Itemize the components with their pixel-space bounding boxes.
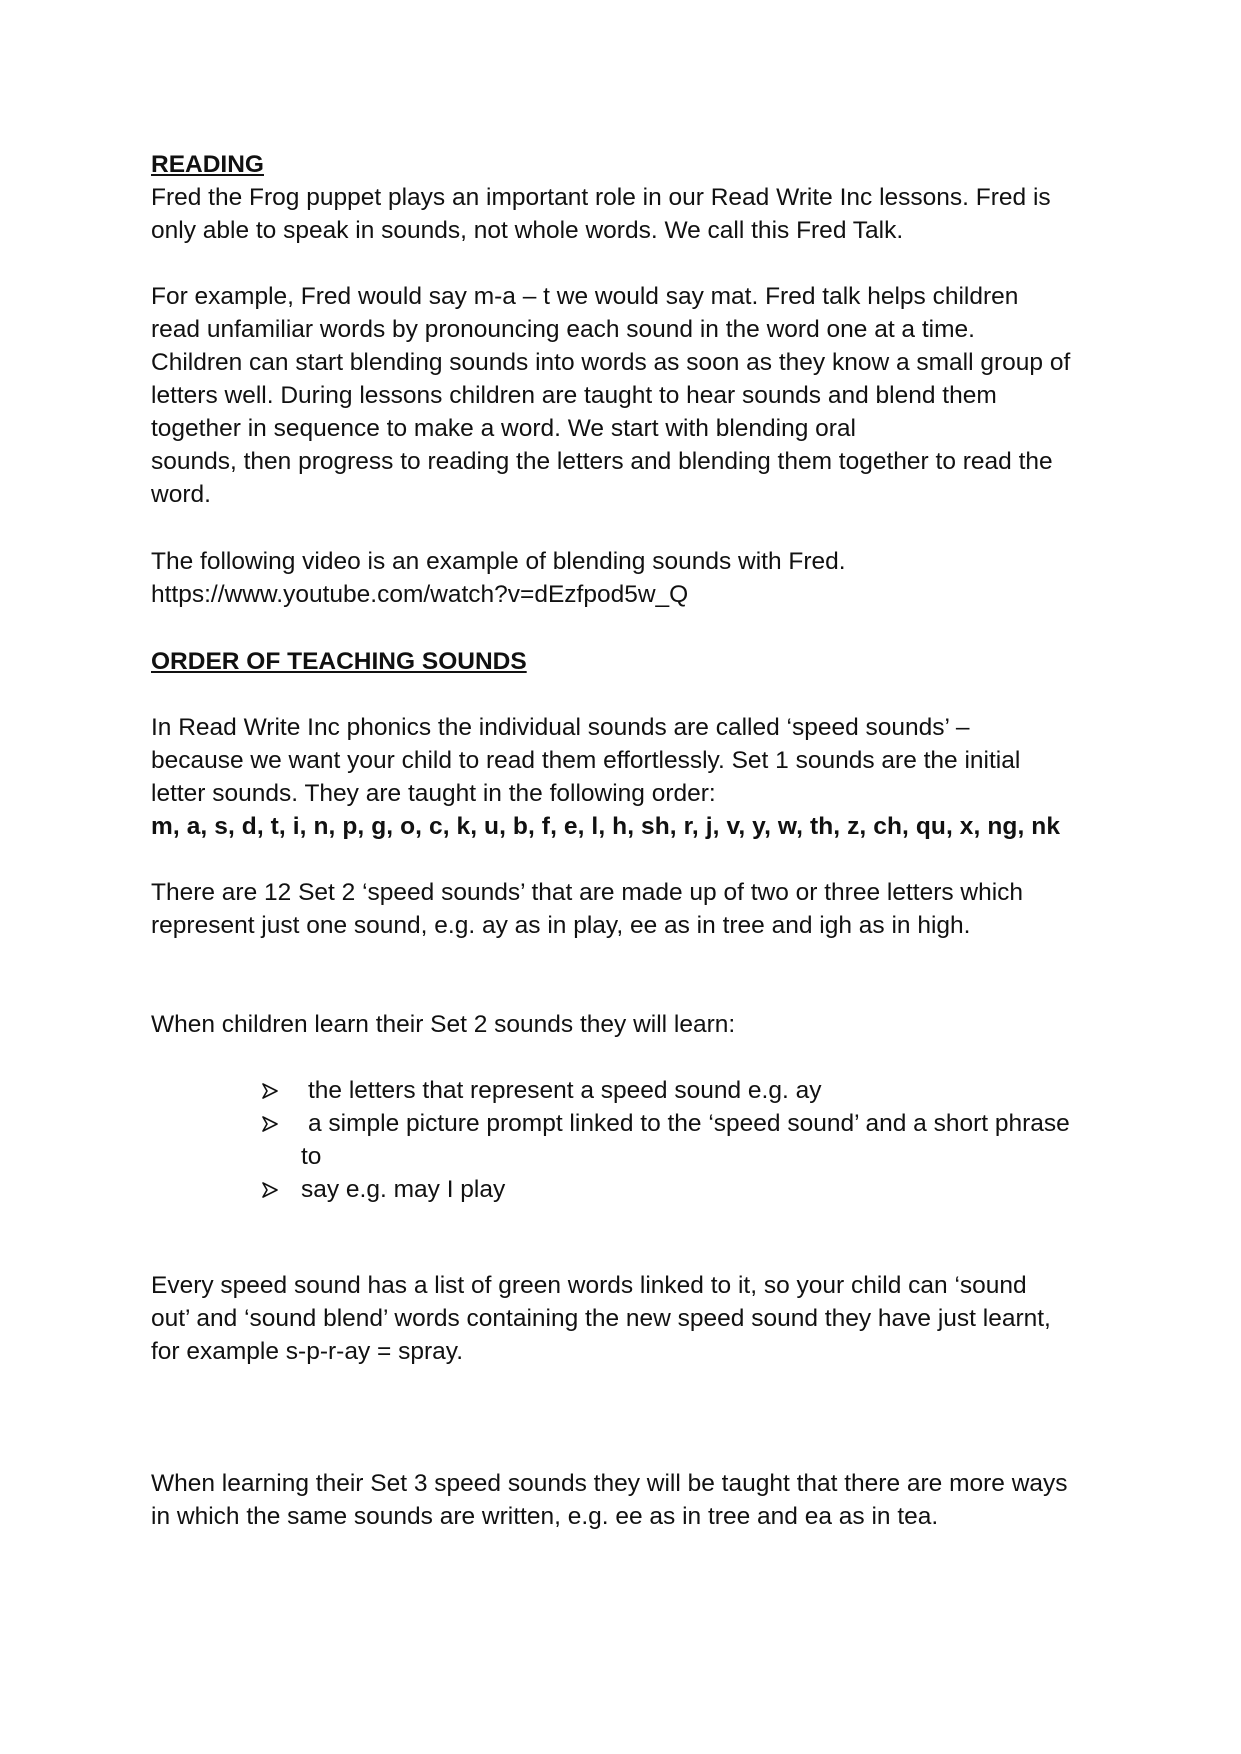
text-line: represent just one sound, e.g. ay as in play, ee as in tree and igh as in high. [151, 912, 971, 939]
text-line: Every speed sound has a list of green words linked to it, so your child can ‘sound [151, 1272, 1027, 1299]
fred-talk-paragraph [151, 280, 1111, 511]
set1-sounds-list: m, a, s, d, t, i, n, p, g, o, c, k, u, b, f, e, l, h, sh, r, j, v, y, w, th, z, ch, qu, x, ng, nk [151, 813, 1061, 840]
text-line: read unfamiliar words by pronouncing each sound in the word one at a time. [151, 316, 975, 343]
text-line: Children can start blending sounds into words as soon as they know a small group of [151, 349, 1071, 376]
list-item [262, 1107, 1122, 1173]
reading-intro-paragraph [151, 181, 1111, 247]
arrowhead-bullet-icon [262, 1074, 284, 1107]
list-item [262, 1173, 1122, 1206]
text-line: For example, Fred would say m-a – t we would say mat. Fred talk helps children [151, 283, 1019, 310]
text-line: word. [151, 481, 211, 508]
text-line: In Read Write Inc phonics the individual sounds are called ‘speed sounds’ – [151, 714, 970, 741]
order-heading: ORDER OF TEACHING SOUNDS [151, 648, 527, 675]
text-line: sounds, then progress to reading the letters and blending them together to read the [151, 448, 1053, 475]
video-url: https://www.youtube.com/watch?v=dEzfpod5w_Q [151, 581, 689, 608]
text-line: letters well. During lessons children are taught to hear sounds and blend them [151, 382, 997, 409]
arrowhead-bullet-icon [262, 1107, 284, 1140]
list-item-text-continued: to [301, 1143, 322, 1170]
text-line: The following video is an example of blending sounds with Fred. [151, 548, 846, 575]
speed-sounds-paragraph [151, 711, 1111, 843]
list-item-text: say e.g. may I play [301, 1176, 506, 1203]
text-line: for example s-p-r-ay = spray. [151, 1338, 464, 1365]
green-words-paragraph [151, 1269, 1111, 1368]
text-line: When learning their Set 3 speed sounds they will be taught that there are more ways [151, 1470, 1068, 1497]
text-line: letter sounds. They are taught in the following order: [151, 780, 716, 807]
text-line: because we want your child to read them effortlessly. Set 1 sounds are the initial [151, 747, 1021, 774]
arrowhead-bullet-icon [262, 1173, 284, 1206]
list-item-text: the letters that represent a speed sound e.g. ay [308, 1077, 822, 1104]
list-item [262, 1074, 1122, 1107]
set2-learn-paragraph: When children learn their Set 2 sounds they will learn: [151, 1011, 736, 1038]
reading-heading: READING [151, 151, 264, 178]
text-line: There are 12 Set 2 ‘speed sounds’ that are made up of two or three letters which [151, 879, 1024, 906]
text-line: Fred the Frog puppet plays an important role in our Read Write Inc lessons. Fred is [151, 184, 1051, 211]
set2-learn-list [262, 1074, 1122, 1206]
text-line: in which the same sounds are written, e.g. ee as in tree and ea as in tea. [151, 1503, 939, 1530]
list-item-text: a simple picture prompt linked to the ‘speed sound’ and a short phrase [308, 1110, 1070, 1137]
set2-paragraph [151, 876, 1111, 942]
text-line: out’ and ‘sound blend’ words containing the new speed sound they have just learnt, [151, 1305, 1051, 1332]
text-line: only able to speak in sounds, not whole words. We call this Fred Talk. [151, 217, 904, 244]
video-paragraph [151, 545, 1111, 611]
text-line: together in sequence to make a word. We start with blending oral [151, 415, 856, 442]
set3-paragraph [151, 1467, 1111, 1533]
